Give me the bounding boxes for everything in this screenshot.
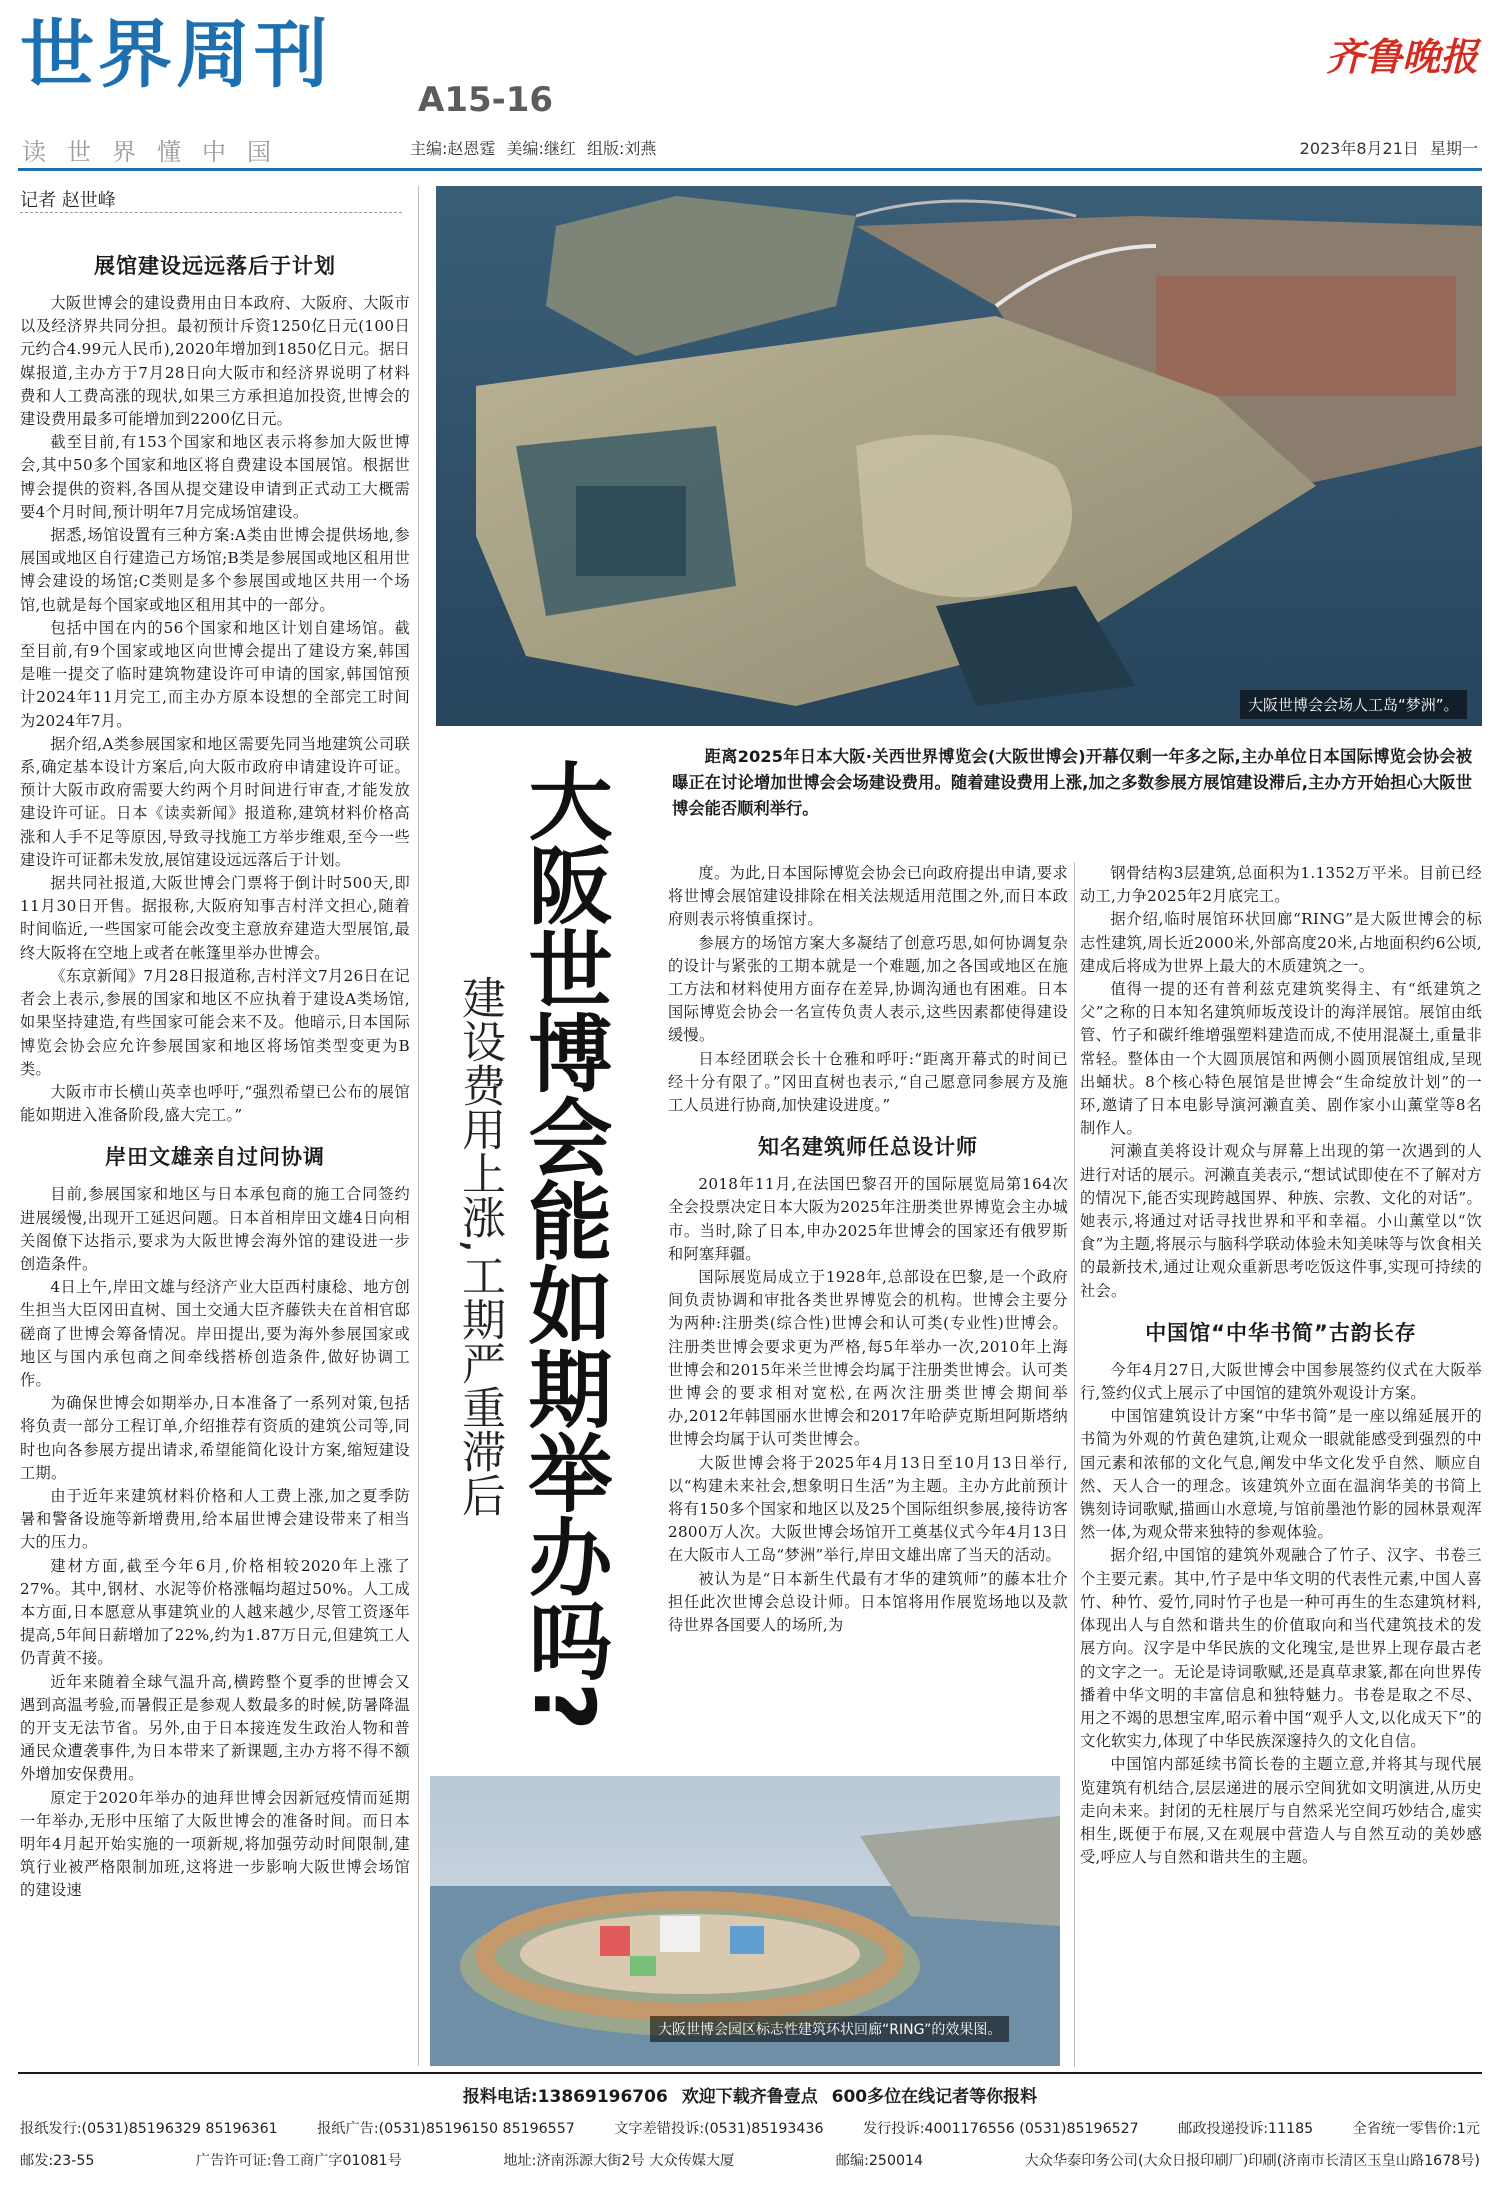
paragraph: 近年来随着全球气温升高,横跨整个夏季的世博会又遇到高温考验,而暑假正是参观人数最多的时候,防暑降温的开支无法节省。另外,由于日本接连发生政治人物和普通民众遭袭事件,为日本带来了新课题,主办方将不得不额外增加安保费用。 [20, 1672, 410, 1784]
paragraph-group [1080, 1359, 1482, 1869]
footer-info-item: 邮编:250014 [835, 2153, 924, 2169]
reporter-byline: 记者 赵世峰 [20, 190, 116, 211]
paragraph: 据介绍,临时展馆环状回廊“RING”是大阪世博会的标志性建筑,周长近2000米,外部高度20米,占地面积约6公顷,建成后将成为世界上最大的木质建筑之一。 [1080, 910, 1482, 975]
paragraph: 2018年11月,在法国巴黎召开的国际展览局第164次全会投票决定日本大阪为2025年注册类世界博览会主办城市。当时,除了日本,申办2025年世博会的国家还有俄罗斯和阿塞拜疆。 [668, 1175, 1068, 1263]
footer-info-item: 发行投诉:4001176556 (0531)85196527 [862, 2121, 1139, 2137]
footer-info-row [20, 2150, 1480, 2170]
paragraph-group [668, 862, 1068, 1117]
column-divider [1074, 862, 1075, 2067]
paragraph: 目前,参展国家和地区与日本承包商的施工合同签约进展缓慢,出现开工延迟问题。日本首相岸田文雄4日向相关阁僚下达指示,要求为大阪世博会海外馆的建设进一步创造条件。 [20, 1185, 410, 1273]
section-heading: 知名建筑师任总设计师 [758, 1135, 978, 1160]
paragraph: 大阪世博会的建设费用由日本政府、大阪府、大阪市以及经济界共同分担。最初预计斥资1250亿日元(100日元约合4.99元人民币),2020年增加到1850亿日元。据日媒报道,主办方于7月28日向大阪市和经济界说明了材料费和人工费高涨的现状,如果三方承担追加投资,世博会的建设费用最多可能增加到2200亿日元。 [20, 294, 410, 429]
paragraph: 建材方面,截至今年6月,价格相较2020年上涨了27%。其中,钢材、水泥等价格涨幅均超过50%。人工成本方面,日本愿意从事建筑业的人越来越少,尽管工资逐年提高,5年间日薪增加了22%,约为1.87万日元,但建筑工人仍青黄不接。 [20, 1556, 410, 1668]
masthead-divider [18, 168, 1482, 171]
footer-info-item: 地址:济南泺源大街2号 大众传媒大厦 [503, 2153, 735, 2169]
footer-info-item: 全省统一零售价:1元 [1352, 2121, 1480, 2137]
paragraph: 钢骨结构3层建筑,总面积为1.1352万平米。目前已经动工,力争2025年2月底完工。 [1080, 864, 1482, 906]
photo-caption: 大阪世博会会场人工岛“梦洲”。 [1240, 690, 1467, 719]
paragraph: 据介绍,A类参展国家和地区需要先同当地建筑公司联系,确定基本设计方案后,向大阪市政府申请建设许可证。预计大阪市政府需要大约两个月时间进行审査,才能发放建设许可证。日本《读卖新闻》报道称,建筑材料价格高涨和人手不足等原因,导致寻找施工方举步维艰,至今一些建设许可证都未发放,展馆建设远远落后于计划。 [20, 734, 410, 869]
paragraph: 据介绍,中国馆的建筑外观融合了竹子、汉字、书卷三个主要元素。其中,竹子是中华文明的代表性元素,中国人喜竹、种竹、爱竹,同时竹子也是一种可再生的生态建筑材料,体现出人与自然和谐共生的价值取向和当代建筑技术的发展方向。汉字是中华民族的文化瑰宝,是世界上现存最古老的文字之一。无论是诗词歌赋,还是真草隶篆,都在向世界传播着中华文明的丰富信息和独特魅力。书卷是取之不尽、用之不竭的思想宝库,昭示着中国“观乎人文,以化成天下”的文化软实力,体现了中华民族深邃持久的文化自信。 [1080, 1546, 1482, 1751]
article-column-4 [1080, 862, 1482, 2067]
paragraph: 日本经团联会长十仓雅和呼吁:“距离开幕式的时间已经十分有限了。”冈田直树也表示,“自己愿意同参展方及施工人员进行协商,加快建设进度。” [668, 1049, 1068, 1115]
article-lead: 距离2025年日本大阪·关西世界博览会(大阪世博会)开幕仅剩一年多之际,主办单位日本国际博览会协会被曝正在讨论增加世博会会场建设费用。随着建设费用上涨,加之多数参展方展馆建设滞后,主办方开始担心大阪世博会能否顺利举行。 [672, 747, 1472, 818]
paragraph-group [20, 1183, 410, 1902]
footer-info-item: 邮发:23-55 [20, 2153, 95, 2169]
paragraph: 度。为此,日本国际博览会协会已向政府提出申请,要求将世博会展馆建设排除在相关法规适用范围之外,而日本政府则表示将慎重探讨。 [668, 864, 1068, 929]
footer-info-item: 报纸发行:(0531)85196329 85196361 [20, 2121, 278, 2137]
paragraph: 由于近年来建筑材料价格和人工费上涨,加之夏季防暑和警备设施等新增费用,给本届世博会建设带来了相当大的压力。 [20, 1486, 410, 1552]
paragraph: 为确保世博会如期举办,日本准备了一系列对策,包括将负责一部分工程订单,介绍推荐有资质的建筑公司等,同时也向各参展方提出请求,希望能简化设计方案,缩短建设工期。 [20, 1394, 410, 1482]
paragraph: 截至目前,有153个国家和地区表示将参加大阪世博会,其中50多个国家和地区将自费建设本国展馆。根据世博会提供的资料,各国从提交建设申请到正式动工大概需要4个月时间,预计明年7月完成场馆建设。 [20, 433, 410, 521]
footer-divider [18, 2072, 1482, 2074]
section-heading: 岸田文雄亲自过问协调 [105, 1145, 325, 1170]
section-heading: 中国馆“中华书简”古韵长存 [1145, 1320, 1417, 1345]
paragraph: 中国馆建筑设计方案“中华书简”是一座以绵延展开的书简为外观的竹黄色建筑,让观众一眼就能感受到强烈的中国元素和浓郁的文化气息,阐发中华文化发乎自然、顺应自然、天人合一的理念。该建筑外立面在温润华美的书简上镌刻诗词歌赋,描画山水意境,与馆前墨池竹影的园林景观浑然一体,为观众带来独特的参观体验。 [1080, 1407, 1482, 1542]
section-heading: 展馆建设远远落后于计划 [94, 254, 336, 278]
editor-credits: 主编:赵恩霆 美编:继红 组版:刘燕 [410, 139, 657, 158]
section-slogan: 读世界懂中国 [22, 138, 292, 166]
footer-info-item: 广告许可证:鲁工商广字01081号 [195, 2153, 402, 2169]
article-column-1 [20, 236, 410, 2066]
footer-info-item: 报纸广告:(0531)85196150 85196557 [317, 2121, 575, 2137]
paragraph: 原定于2020年举办的迪拜世博会因新冠疫情而延期一年举办,无形中压缩了大阪世博会的准备时间。而日本明年4月起开始实施的一项新规,将加强劳动时间限制,建筑行业被严格限制加班,这将进一步影响大阪世博会场馆的建设速 [20, 1788, 410, 1900]
aerial-photo-yumeshima [436, 186, 1482, 726]
paragraph-group [1080, 862, 1482, 1303]
newspaper-logo: 齐鲁晚报 [1325, 34, 1478, 79]
paragraph: 参展方的场馆方案大多凝结了创意巧思,如何协调复杂的设计与紧张的工期本就是一个难题,加之各国或地区在施工方法和材料使用方面存在差异,协调沟通也有困难。日本国际博览会协会一名宣传负责人表示,这些因素都使得建设缓慢。 [668, 933, 1068, 1045]
footer-info-item: 邮政投递投诉:11185 [1178, 2121, 1314, 2137]
article-column-3 [668, 862, 1068, 1767]
page-number: A15-16 [418, 80, 554, 120]
subheadline: 建设费用上涨,工期严重滞后 [454, 975, 505, 1517]
paragraph: 包括中国在内的56个国家和地区计划自建场馆。截至目前,有9个国家或地区向世博会提出了建设方案,韩国是唯一提交了临时建筑物建设许可申请的国家,韩国馆预计2024年11月完工,而主办方原本设想的全部完工时间为2024年7月。 [20, 618, 410, 730]
paragraph: 大阪市市长横山英幸也呼吁,“强烈希望已公布的展馆能如期进入准备阶段,盛大完工。” [20, 1082, 410, 1125]
section-title: 世界周刊 [20, 12, 332, 98]
paragraph-group [20, 292, 410, 1127]
footer-info-item: 大众华泰印务公司(大众日报印刷厂)印刷(济南市长清区玉皇山路1678号) [1024, 2153, 1480, 2169]
paragraph: 中国馆内部延续书简长卷的主题立意,并将其与现代展览建筑有机结合,层层递进的展示空间犹如文明演进,从历史走向未来。封闭的无柱展厅与自然采光空间巧妙结合,虚实相生,既便于布展,又在观展中营造人与自然互动的美妙感受,呼应人与自然和谐共生的主题。 [1080, 1755, 1482, 1867]
paragraph-group [668, 1173, 1068, 1637]
paragraph: 大阪世博会将于2025年4月13日至10月13日举行,以“构建未来社会,想象明日生活”为主题。主办方此前预计将有150多个国家和地区以及25个国际组织参展,接待访客2800万人次。大阪世博会场馆开工奠基仪式今年4月13日在大阪市人工岛“梦洲”举行,岸田文雄出席了当天的活动。 [668, 1453, 1068, 1565]
column-divider [418, 186, 419, 2066]
tip-hotline: 报料电话:13869196706 欢迎下载齐鲁壹点 600多位在线记者等你报料 [462, 2087, 1038, 2107]
paragraph: 据悉,场馆设置有三种方案:A类由世博会提供场地,参展国或地区自行建造己方场馆;B类是参展国或地区租用世博会建设的场馆;C类则是多个参展国或地区共用一个场馆,也就是每个国家或地区租用其中的一部分。 [20, 526, 410, 614]
paragraph: 国际展览局成立于1928年,总部设在巴黎,是一个政府间负责协调和审批各类世界博览会的机构。世博会主要分为两种:注册类(综合性)世博会和认可类(专业性)世博会。注册类世博会要求更为严格,每5年举办一次,2010年上海世博会和2015年米兰世博会均属于注册类世博会。认可类世博会的要求相对宽松,在两次注册类世博会期间举办,2012年韩国丽水世博会和2017年哈萨克斯坦阿斯塔纳世博会均属于认可类世博会。 [668, 1268, 1068, 1449]
paragraph: 河濑直美将设计观众与屏幕上出现的第一次遇到的人进行对话的展示。河濑直美表示,“想试试即使在不了解对方的情况下,能否实现跨越国界、种族、宗教、文化的对话”。她表示,将通过对话寻找世界和平和幸福。小山薰堂以“饮食”为主题,将展示与脑科学联动体验未知美味等与饮食相关的最新技术,通过让观众重新思考吃饭这件事,实现可持续的社会。 [1080, 1142, 1482, 1300]
paragraph: 4日上午,岸田文雄与经济产业大臣西村康稔、地方创生担当大臣冈田直树、国土交通大臣齐藤铁夫在首相官邸磋商了世博会筹备情况。岸田提出,要为海外参展国家或地区与国内承包商之间牵线搭桥创造条件,做好协调工作。 [20, 1278, 410, 1389]
issue-date: 2023年8月21日 星期一 [1299, 139, 1478, 158]
headline: 大阪世博会能如期举办吗? [515, 758, 613, 1731]
footer-info-item: 文字差错投诉:(0531)85193436 [614, 2121, 824, 2137]
paragraph: 《东京新闻》7月28日报道称,吉村洋文7月26日在记者会上表示,参展的国家和地区不应执着于建设A类场馆,如果坚持建造,有些国家可能会来不及。他暗示,日本国际博览会协会应允许参展国家和地区将场馆类型变更为B类。 [20, 966, 410, 1078]
byline-divider [20, 212, 402, 213]
paragraph: 值得一提的还有普利兹克建筑奖得主、有“纸建筑之父”之称的日本知名建筑师坂茂设计的海洋展馆。展馆由纸管、竹子和碳纤维增强塑料建造而成,不使用混凝土,重量非常轻。整体由一个大圆顶展馆和两侧小圆顶展馆组成,呈现出蛹状。8个核心特色展馆是世博会“生命绽放计划”的一环,邀请了日本电影导演河濑直美、剧作家小山薰堂等8名制作人。 [1080, 980, 1482, 1138]
paragraph: 被认为是“日本新生代最有才华的建筑师”的藤本壮介担任此次世博会总设计师。日本馆将用作展览场地以及款待世界各国要人的场所,为 [668, 1569, 1068, 1635]
footer-info-row [20, 2118, 1480, 2138]
paragraph: 今年4月27日,大阪世博会中国参展签约仪式在大阪举行,签约仪式上展示了中国馆的建筑外观设计方案。 [1080, 1360, 1482, 1403]
paragraph: 据共同社报道,大阪世博会门票将于倒计时500天,即11月30日开售。据报称,大阪府知事吉村洋文担心,随着时间临近,一些国家可能会改变主意放弃建造大型展馆,最终大阪将在空地上或者在帐篷里举办世博会。 [20, 874, 410, 962]
rendering-caption: 大阪世博会园区标志性建筑环状回廊“RING”的效果图。 [650, 2016, 1009, 2042]
